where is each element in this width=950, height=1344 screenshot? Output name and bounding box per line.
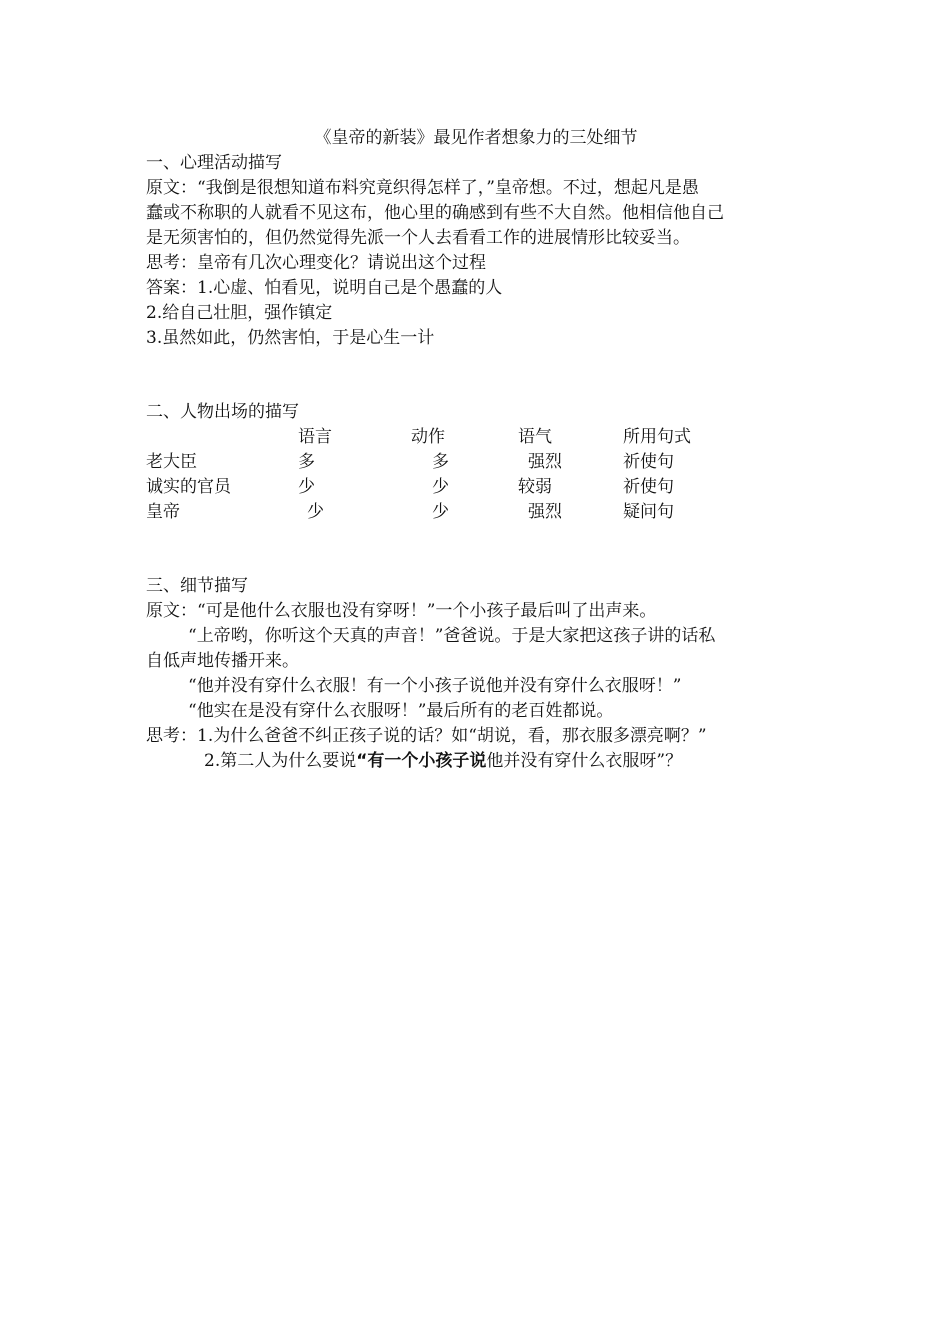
table-cell-language: 多 <box>298 452 315 472</box>
table-row-name: 老大臣 <box>146 452 197 472</box>
column-header-tone: 语气 <box>518 427 552 447</box>
table-cell-action: 少 <box>432 502 449 522</box>
section1-original-line-3: 是无须害怕的，但仍然觉得先派一个人去看看工作的进展情形比较妥当。 <box>146 228 690 248</box>
section1-answer-1: 答案：1.心虚、怕看见，说明自己是个愚蠢的人 <box>146 278 503 298</box>
table-row-name: 皇帝 <box>146 502 180 522</box>
table-cell-language: 少 <box>307 502 324 522</box>
table-cell-tone: 强烈 <box>528 502 562 522</box>
question-2-suffix: 他并没有穿什么衣服呀”？ <box>486 751 683 771</box>
document-title: 《皇帝的新装》最见作者想象力的三处细节 <box>314 128 638 148</box>
question-2-prefix: 2.第二人为什么要说 <box>204 751 357 771</box>
table-cell-sentence: 祈使句 <box>623 477 674 497</box>
section1-original-line-1: 原文：“我倒是很想知道布料究竟织得怎样了，”皇帝想。不过，想起凡是愚 <box>146 178 699 198</box>
section1-question: 思考：皇帝有几次心理变化？请说出这个过程 <box>146 253 486 273</box>
table-cell-action: 少 <box>432 477 449 497</box>
question-2-bold-quote: “有一个小孩子说 <box>356 751 487 771</box>
section1-heading: 一、心理活动描写 <box>146 153 282 173</box>
section3-line-3: 自低声地传播开来。 <box>146 651 299 671</box>
section3-question-1: 思考：1.为什么爸爸不纠正孩子说的话？如“胡说，看，那衣服多漂亮啊？” <box>146 726 707 746</box>
section1-original-line-2: 蠢或不称职的人就看不见这布，他心里的确感到有些不大自然。他相信他自己 <box>146 203 724 223</box>
section3-heading: 三、细节描写 <box>146 576 248 596</box>
section3-line-1: 原文：“可是他什么衣服也没有穿呀！”一个小孩子最后叫了出声来。 <box>146 601 657 621</box>
table-cell-language: 少 <box>298 477 315 497</box>
section3-line-5: “他实在是没有穿什么衣服呀！”最后所有的老百姓都说。 <box>188 701 614 721</box>
section1-answer-2: 2.给自己壮胆，强作镇定 <box>146 303 333 323</box>
table-row-name: 诚实的官员 <box>146 477 231 497</box>
table-cell-action: 多 <box>432 452 449 472</box>
table-cell-tone: 较弱 <box>518 477 552 497</box>
column-header-language: 语言 <box>298 427 332 447</box>
section3-line-2: “上帝哟，你听这个天真的声音！”爸爸说。于是大家把这孩子讲的话私 <box>188 626 716 646</box>
column-header-sentence: 所用句式 <box>623 427 691 447</box>
section3-question-2 <box>146 749 806 774</box>
section2-heading: 二、人物出场的描写 <box>146 402 299 422</box>
section3-line-4: “他并没有穿什么衣服！有一个小孩子说他并没有穿什么衣服呀！” <box>188 676 682 696</box>
table-cell-sentence: 祈使句 <box>623 452 674 472</box>
table-cell-sentence: 疑问句 <box>623 502 674 522</box>
section1-answer-3: 3.虽然如此，仍然害怕，于是心生一计 <box>146 328 435 348</box>
column-header-action: 动作 <box>411 427 445 447</box>
table-cell-tone: 强烈 <box>528 452 562 472</box>
